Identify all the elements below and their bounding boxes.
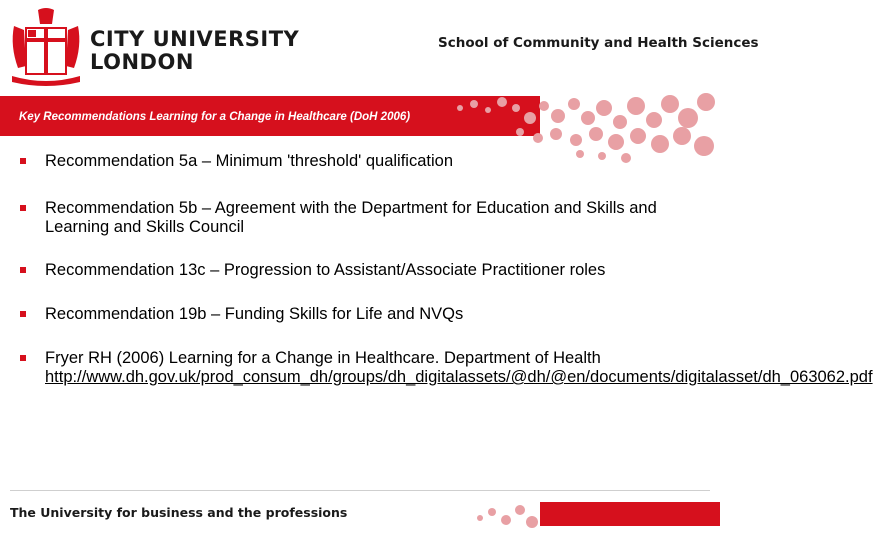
recommendation-list	[20, 152, 873, 387]
slide-title: Key Recommendations Learning for a Change in Healthcare (DoH 2006)	[19, 111, 411, 123]
reference-link[interactable]: http://www.dh.gov.uk/prod_consum_dh/groups/dh_digitalassets/@dh/@en/documents/digitalasset/dh_063062.pdf	[45, 368, 873, 386]
list-item-text: Recommendation 19b – Funding Skills for Life and NVQs	[45, 305, 464, 323]
list-item	[20, 349, 873, 387]
list-item-text: Recommendation 5b – Agreement with the Department for Education and Skills and Learning and Skills Council	[45, 199, 657, 236]
footer-divider	[10, 490, 710, 491]
footer-accent-bar	[540, 502, 720, 526]
list-item-text: Recommendation 5a – Minimum 'threshold' qualification	[45, 152, 454, 170]
footer-tagline: The University for business and the professions	[10, 505, 348, 520]
school-name: School of Community and Health Sciences	[438, 35, 759, 51]
university-name-line1: CITY UNIVERSITY	[90, 27, 300, 51]
university-name	[90, 28, 299, 74]
list-item	[20, 199, 680, 237]
list-item	[20, 152, 680, 171]
list-item-text: Recommendation 13c – Progression to Assistant/Associate Practitioner roles	[45, 261, 606, 279]
university-crest-logo	[8, 6, 84, 86]
list-item	[20, 261, 680, 280]
list-item	[20, 305, 680, 324]
university-name-line2: LONDON	[90, 50, 194, 74]
list-item-text: Fryer RH (2006) Learning for a Change in Healthcare. Department of Health	[45, 349, 601, 367]
footer-decorative-dots	[470, 500, 550, 530]
